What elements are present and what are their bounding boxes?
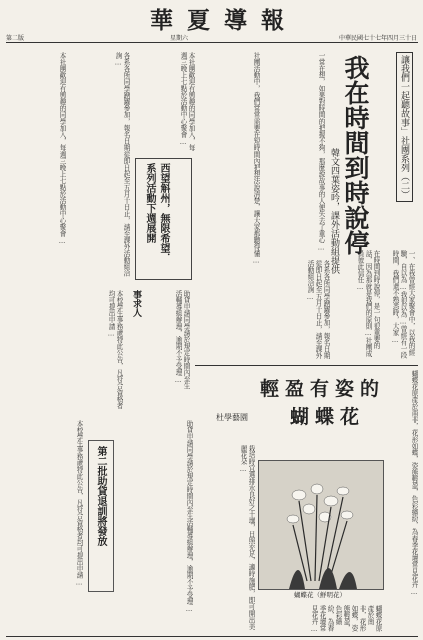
left-body-2: 各系各所同學踴躍參加，報名日期從即日起至五月十日止，請至課外活動組洽詢… (114, 52, 130, 277)
bottom-body-2: 本校學生事務處特此公告，凡符合資格者均可提出申請… (75, 420, 83, 587)
left-body-3: 本社團歡迎有興趣的同學加入，每週三晚上七點於活動中心聚會… (58, 52, 66, 245)
lead-byline: 韓文四葉姿吟，課外活動組提供 (329, 148, 339, 274)
bottom-rule (6, 636, 418, 637)
issue-date: 中華民國七十七年四月三十日 (338, 35, 417, 42)
job-kicker: 事求人 (131, 290, 141, 317)
feature-header (212, 370, 387, 440)
bottom-body-1: 助貸申請同學請於規定時間內至生活輔導組辦理，逾期不予受理… (185, 420, 193, 613)
announcement-title-b: 系列活動下週展開 (144, 163, 155, 243)
feature-body-3: 蝴蝶花原產於南非，花形如蝶，姿態輕盈，色彩繽紛，為春季花壇常見花卉… (310, 605, 382, 633)
lead-body-1: 一、在我曾經大家聚會中，以我的經驗，自以為…我很以為…曾經有一段時間，我們還不熟悉時，大家… (391, 250, 415, 359)
flower-photo (258, 460, 384, 590)
lead-headline: 我在時間到時說停 (341, 55, 370, 255)
feature-body-1: 蝴蝶花原產於南非，花形如蝶，姿態輕盈，色彩繽紛，為春季花壇常見花卉… (410, 370, 418, 596)
lead-body-4: 社團活動中，我們常常需要在短時間內把想法說清楚，讓大家都聽得懂… (252, 52, 260, 265)
masthead-rule (6, 42, 418, 43)
masthead (0, 0, 423, 44)
left-body-1: 本社團歡迎有興趣的同學加入，每週三晚上七點於活動中心聚會… (179, 52, 195, 151)
announcement-title-a: 西望斛州，無限希望． (158, 163, 169, 263)
flower-image (259, 461, 383, 589)
left-body-4: 本校學生事務處特此公告，凡符合資格者均可提出申請… (107, 290, 123, 409)
job-body: 助貸申請同學請於規定時間內至生活輔導組辦理，逾期不予受理… (174, 290, 190, 389)
day-of-week: 星期六 (170, 35, 189, 42)
feature-byline: 杜學藝園 (216, 413, 248, 422)
announcement-box (135, 158, 192, 280)
series-label: 讓我們一起聽故事」社團系列（二） (396, 52, 413, 202)
masthead-title: 華夏導報 (150, 7, 298, 34)
page-number: 第二版 (6, 35, 25, 42)
feature-body-2: 栽培時宜選排水良好之土壤，日照充足，適時施肥，即可開出美麗花朵… (239, 445, 255, 630)
photo-caption: 蝴蝶花（鮮明花） (294, 591, 346, 599)
lead-body-2: 在時間到時說停，是一句很重要的話，因為那就是我們的原則…社團成員彼此信任… (356, 250, 380, 357)
lead-body-5: 各系各所同學踴躍參加，報名日期從即日起至五月十日止，請至課外活動組洽詢… (306, 260, 330, 359)
bottom-headline: 第二批助貸退訓將發放 (95, 446, 106, 546)
section-rule (195, 365, 418, 366)
feature-title-b: 蝴蝶花 (290, 406, 366, 428)
lead-body-3: 一常在想，如果對時間的把握不夠，那麼說故事的人便失去了重心… (317, 52, 325, 252)
feature-title-a: 輕盈有姿的 (260, 378, 386, 400)
